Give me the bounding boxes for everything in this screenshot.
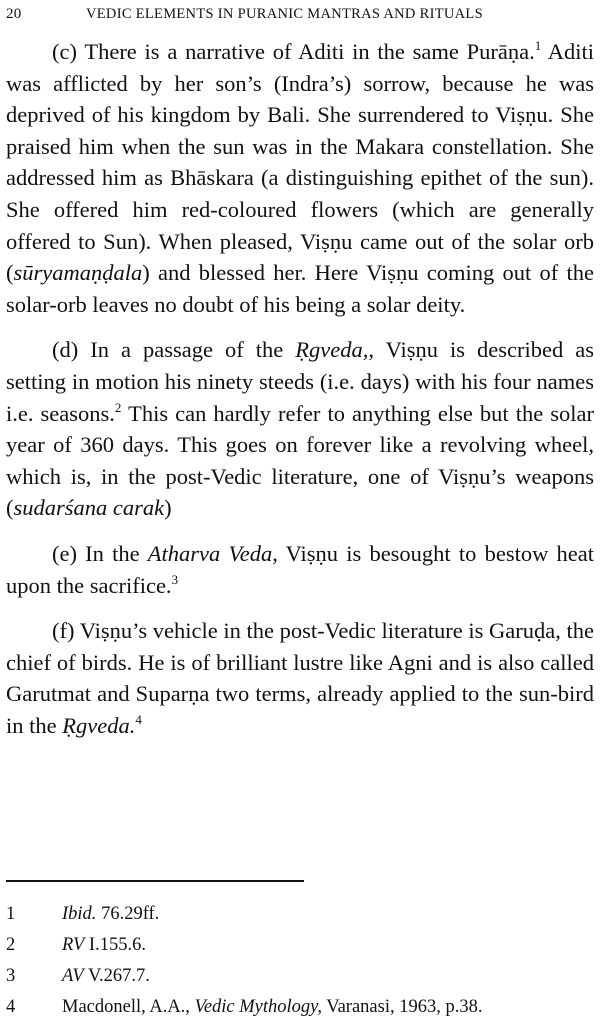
- paragraph-text: (c) There is a narrative of Aditi in the same Purāṇa.: [52, 39, 535, 64]
- paragraph-text: This can hardly refer to anything else but the solar year of 360 days. This goes on forever like a revolving wheel, which is, in the post-Vedic literature, one of Viṣṇu’s weapons (: [6, 400, 594, 521]
- footnote-text: [62, 992, 482, 1023]
- italic-term: sudarśana carak: [13, 495, 165, 521]
- footnote-rest: Varanasi, 1963, p.38.: [321, 997, 483, 1017]
- footnote-divider: [6, 880, 304, 882]
- footnote-italic: RV: [62, 935, 85, 955]
- footnote-number: 3: [6, 966, 16, 986]
- footnote-1: [6, 899, 594, 930]
- footnote-ref: 3: [171, 571, 179, 587]
- footnote-italic: AV: [62, 966, 84, 986]
- main-text: [6, 36, 594, 741]
- italic-term: sūryamaṇḍala: [13, 260, 143, 286]
- paragraph-f: [6, 615, 594, 741]
- footnote-number: 1: [6, 904, 16, 924]
- footnote-text: [62, 930, 146, 961]
- page-header: [6, 4, 594, 28]
- italic-term: Ṛgveda.: [62, 712, 136, 738]
- page-number: 20: [6, 6, 22, 22]
- paragraph-text: ): [164, 495, 172, 521]
- footnote-italic: Ibid.: [62, 904, 97, 924]
- paragraph-text: ) and blessed her. Here Viṣṇu coming out of the solar-orb leaves no doubt of his being a solar deity.: [6, 260, 594, 317]
- italic-term: Ṛgveda,: [295, 337, 369, 363]
- footnote-3: [6, 961, 594, 992]
- paragraph-text: (f) Viṣṇu’s vehicle in the post-Vedic literature is Garuḍa, the chief of birds. He is of brilliant lustre like Agni and is also called Garutmat and Suparṇa two terms, already applied to the sun-bird in the: [6, 618, 594, 738]
- paragraph-c: [6, 36, 594, 320]
- footnote-ref: 2: [114, 399, 122, 415]
- footnote-number: 4: [6, 997, 16, 1017]
- italic-term: Atharva Veda: [147, 540, 273, 566]
- paragraph-text: (d) In a passage of the: [52, 337, 296, 363]
- paragraph-text: (e) In the: [52, 540, 148, 566]
- running-title: VEDIC ELEMENTS IN PURANIC MANTRAS AND RITUALS: [86, 6, 483, 22]
- footnote-4: [6, 992, 594, 1023]
- paragraph-text: Aditi was afflicted by her son’s (Indra’s) sorrow, because he was deprived of his kingdom by Bali. She surrendered to Viṣṇu. She praised him when the sun was in the Makara constellation. She addressed him as Bhāskara (a distinguishing epithet of the sun). She offered him red-coloured flowers (which are generally offered to Sun). When pleased, Viṣṇu came out of the solar orb (: [6, 39, 594, 286]
- paragraph-d: [6, 334, 594, 524]
- footnote-ref: 4: [135, 711, 142, 727]
- footnote-text: [62, 961, 150, 992]
- footnote-number: 2: [6, 935, 16, 955]
- footnote-rest: 76.29ff.: [96, 904, 160, 924]
- footnote-ref: 1: [534, 38, 542, 53]
- footnote-rest: I.155.6.: [84, 935, 146, 955]
- paragraph-text: , Viṣṇu is described as setting in motion his ninety steeds (i.e. days) with his four names i.e. seasons.: [6, 337, 594, 426]
- paragraph-e: [6, 538, 594, 601]
- paragraph-text: , Viṣṇu is besought to bestow heat upon the sacrifice.: [6, 540, 594, 598]
- footnotes: [6, 899, 594, 1023]
- footnote-rest: V.267.7.: [83, 966, 150, 986]
- footnote-2: [6, 930, 594, 961]
- footnote-pre: Macdonell, A.A.,: [62, 997, 195, 1017]
- footnote-italic: Vedic Mythology,: [194, 997, 322, 1017]
- footnote-text: [62, 899, 159, 930]
